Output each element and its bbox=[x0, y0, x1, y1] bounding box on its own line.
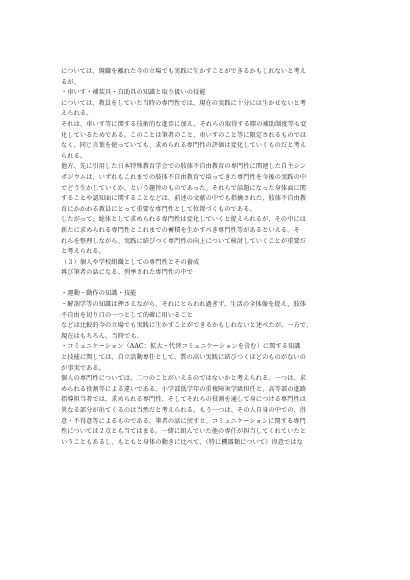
text-line: 再び筆者の話になる。列挙された専門性の中で bbox=[61, 269, 194, 277]
text-line: については、現職を離れた今の立場でも実践に生かすことができるかもしれないと考え bbox=[61, 68, 307, 75]
blank-line bbox=[61, 279, 361, 290]
text-line: ・車いす・補装具・自助具の知識と取り扱いの技能 bbox=[61, 89, 206, 97]
text-line: それは、車いす等に関する技術的な進歩に加え、それらの取得する際の補助制度等も変 bbox=[61, 120, 307, 128]
text-line: 意・不得意等によるものである。筆者の話に戻すと、コミュニケーションに関する専門 bbox=[61, 417, 306, 425]
text-line: められる役割等による違いである。小学部低学年の重複障害学級担任と、高等部の進路 bbox=[61, 385, 307, 393]
text-line: られる。 bbox=[61, 152, 87, 160]
text-line: 性については２点とも当てはまる。一緒に組んでいた他の専任が担当してくれていたと bbox=[61, 428, 307, 436]
paragraph-block-1 bbox=[61, 67, 361, 279]
text-line: れらを整理しながら、実践に結びつく専門性の向上について検討していくことが重要だ bbox=[61, 237, 307, 245]
text-line: （３）個人や学校組織としての専門性とその養成 bbox=[61, 258, 200, 266]
text-line: 異なる部分が出てくるのは当然だと考えられる。もう一つは、その人自身の中での、得 bbox=[61, 407, 306, 414]
text-line: ポジウムは、いずれもこれまでの肢体不自由教育で培ってきた専門性を今後の実践の中 bbox=[61, 173, 307, 181]
text-line: えられる。 bbox=[61, 110, 93, 118]
text-line: ・コミュニケーション（AAC：拡大・代替コミュニケーションを含む）に関する知識 bbox=[61, 343, 301, 351]
text-line: なく、同じ言葉を使っていても、求められる専門性の評価は変化していくものだと考え bbox=[61, 142, 307, 150]
text-line: ・運動・動作の知識・技能 bbox=[61, 290, 137, 298]
text-column bbox=[61, 67, 361, 448]
text-line: 新たに求められる専門性とこれまでの蓄積を生かすべき専門性等があるといえる。そ bbox=[61, 226, 300, 234]
text-line: ・解剖学等の知識は押さえながら、それにとらわれ過ぎず、生活の全体像を捉え、肢体 bbox=[61, 301, 307, 309]
text-line: 育にかかわる教員にとって重要な専門性として位置づくものである。 bbox=[61, 205, 256, 213]
text-line: と技能に関しては、自立活動専任として、質の高い実践に結びつくほどのものがないの bbox=[61, 354, 307, 362]
text-line: したがって、総体として求められる専門性は変化していくと捉えられるが、その中には bbox=[61, 216, 307, 224]
text-line: などは比較的今の立場でも実践に生かすことができるかもしれないと述べたが、一方で、 bbox=[61, 322, 313, 330]
text-line: 不自由を切り口の一つとして的確に用いること bbox=[61, 311, 194, 319]
text-line: が事実である。 bbox=[61, 364, 106, 372]
text-line: いうこともあるし、もともと身体の動きに比べて、（特に機器類について）得意ではな bbox=[61, 438, 303, 446]
text-line: でどう生かしていくか、という趣旨のものであった。それらで話題になった身体面に関 bbox=[61, 184, 307, 192]
text-line: るが、 bbox=[61, 78, 80, 86]
text-line: 他方、先に引用した日本特殊教育学会での肢体不自由教育の専門性に関連した自主シン bbox=[61, 163, 307, 171]
text-line: 現在はもちろん、当時でも、 bbox=[61, 332, 144, 340]
text-line: と考えられる。 bbox=[61, 248, 106, 256]
text-line: 化しているためである。このことは筆者のこと、車いすのこと等に限定されるものでは bbox=[61, 131, 307, 139]
text-line: については、教員をしていた当時の専門性では、現在の実践に十分には生かせないと考 bbox=[61, 99, 307, 107]
text-line: することや認知面に関することなどは、前述の文献の中でも指摘された、肢体不自由教 bbox=[61, 195, 307, 203]
paragraph-block-2 bbox=[61, 289, 361, 448]
text-line: 指導担当者では、求められる専門性、そしてそれらの役割を通して身につける専門性は bbox=[61, 396, 307, 404]
text-line: 個人の専門性については、二つのことがいえるのではないかと考えられる。一つは、求 bbox=[61, 375, 307, 383]
